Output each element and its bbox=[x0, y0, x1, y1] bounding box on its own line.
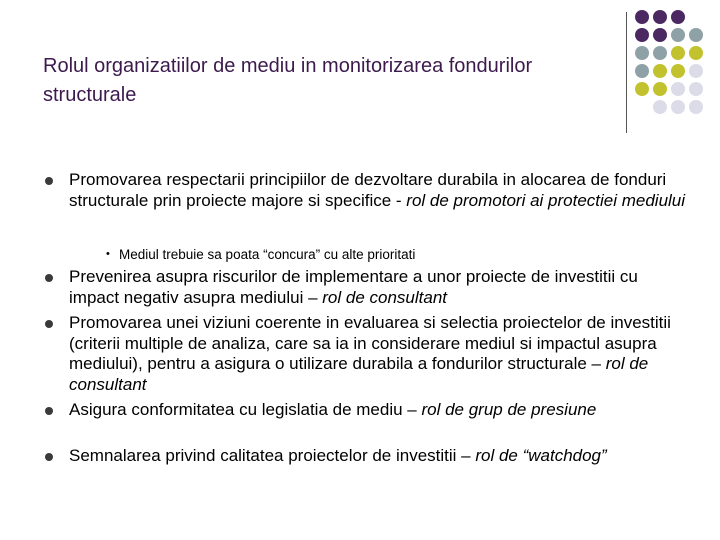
bullet-dot bbox=[45, 177, 53, 185]
bullet-role: rol de grup de presiune bbox=[421, 400, 597, 419]
bullet-text: Prevenirea asupra riscurilor de implementare a unor proiecte de investitii cu impact negativ asupra mediului – bbox=[69, 267, 638, 307]
bullet-dot bbox=[45, 407, 53, 415]
bullet-text: Asigura conformitatea cu legislatia de mediu – bbox=[69, 400, 422, 419]
bullet-item-3 bbox=[69, 313, 689, 395]
bullet-text: Semnalarea privind calitatea proiectelor de investitii – bbox=[69, 446, 476, 465]
sub-item-1: Mediul trebuie sa poata “concura” cu alte prioritati bbox=[119, 247, 416, 262]
bullet-text: Promovarea respectarii principiilor de dezvoltare durabila in alocarea de fonduri structurale prin proiecte majore si specifice - bbox=[69, 170, 667, 210]
bullet-role: rol de “watchdog” bbox=[475, 446, 607, 465]
bullet-item-5 bbox=[69, 446, 689, 467]
bullet-item-4 bbox=[69, 400, 689, 421]
bullet-item-1 bbox=[69, 170, 689, 211]
bullet-item-2 bbox=[69, 267, 689, 308]
bullet-dot bbox=[45, 320, 53, 328]
sub-bullet-dot: • bbox=[106, 248, 110, 260]
bullet-text: Promovarea unei viziuni coerente in evaluarea si selectia proiectelor de investitii (criterii multiple de analiza, care sa ia in considerare mediul si impactul asupra mediului), pentru a asigura o utilizare durabila a fondurilor structurale – bbox=[69, 313, 671, 373]
bullet-dot bbox=[45, 274, 53, 282]
bullet-role: rol de consultant bbox=[69, 354, 649, 394]
bullet-role: rol de promotori ai protectiei mediului bbox=[406, 190, 686, 210]
slide-title: Rolul organizatiilor de mediu in monitorizarea fondurilor structurale bbox=[43, 55, 533, 106]
bullet-dot bbox=[45, 453, 53, 461]
bullet-role: rol de consultant bbox=[322, 287, 447, 307]
